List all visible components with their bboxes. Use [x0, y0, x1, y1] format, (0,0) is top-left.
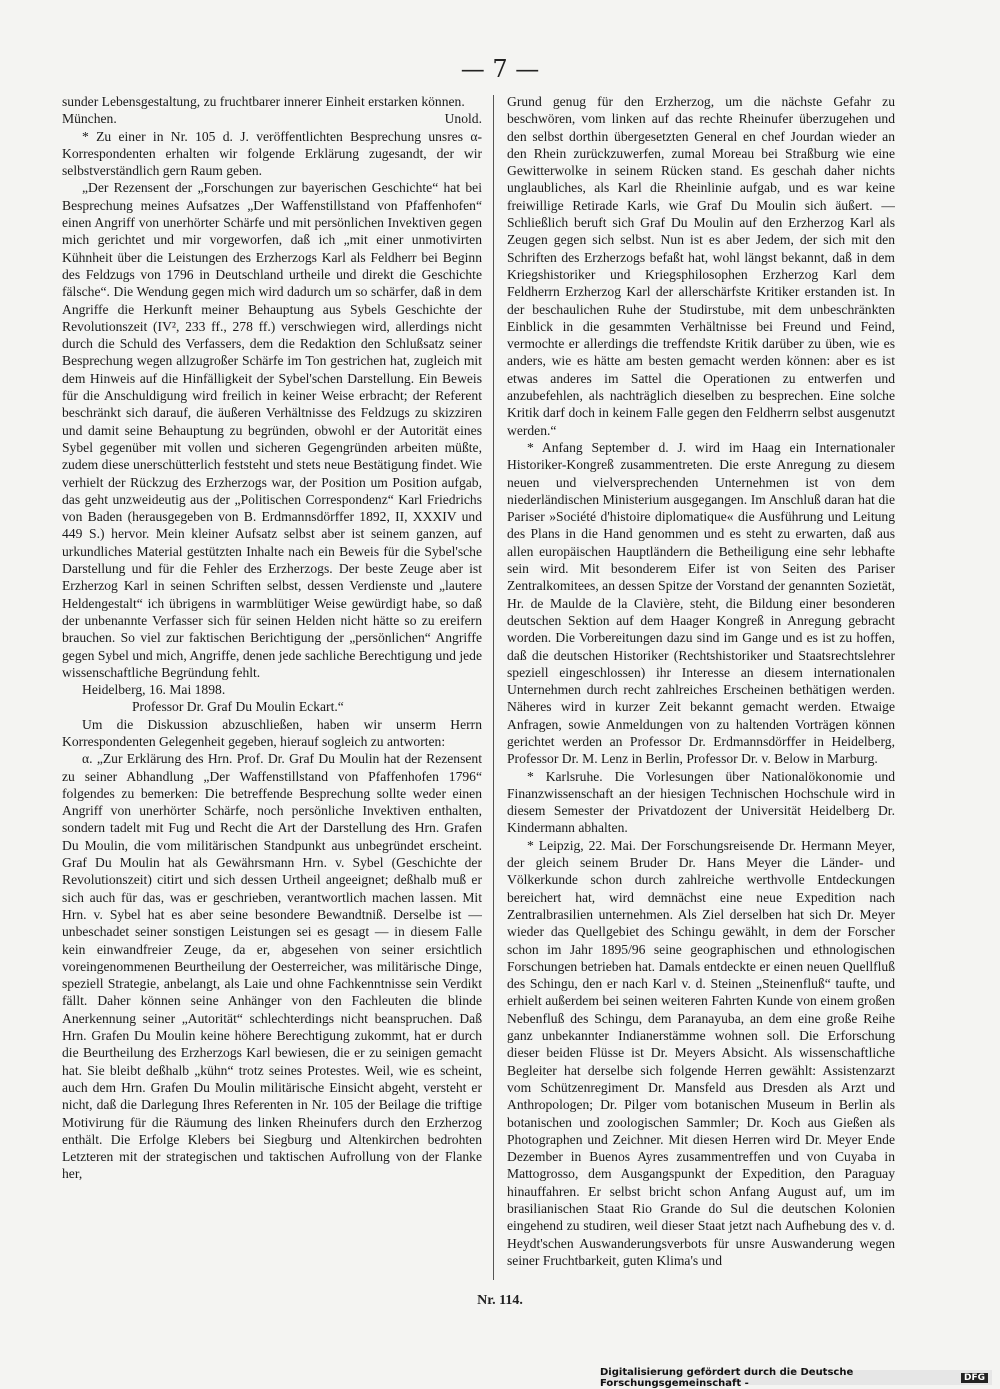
- paragraph: Grund genug für den Erzherzog, um die nächste Gefahr zu beschwören, vom linken auf das rechte Rheinufer überzugehen und den selbst dorthin übergesetzten General en chef Jourdan wieder an den Rhein zurückzuwerfen, zumal Moreau bei Straßburg wie eine Gewitterwolke in seinem Rücken stand. Es geschah daher nichts unglaubliches, als Karl die Rheinlinie aufgab, und es war keine freiwillige Retirade Karls, wie Graf Du Moulin sich äußert. — Schließlich beruft sich Graf Du Moulin auf den Erzherzog Karl als Zeugen gegen sich selbst. Nun ist es aber Jedem, der sich mit den Schriften des Erzherzogs befaßt hat, wohl längst bekannt, daß in dem Kriegshistoriker und Kriegsphilosophen Erzherzog Karl dem Feldherrn Erzherzog Karl der allerschärfste Kritiker erstanden ist. In der beschaulichen Ruhe der Studirstube, mit dem unbeschränkten Einblick in die gesammten Verhältnisse bei Freund und Feind, vermochte er allerdings die treffendste Kritik darüber zu üben, wie es anders, wie es hätte am besten gemacht werden können: aber es ist etwas anderes im Sattel die Operationen zu entwerfen und anzubefehlen, als nachträglich dieselben zu besprechen. Eine solche Kritik darf doch in keinem Falle gegen den Feldherrn selbst ausgenutzt werden.“: [507, 94, 895, 438]
- column-divider: [493, 95, 494, 1280]
- paragraph: α. „Zur Erklärung des Hrn. Prof. Dr. Graf Du Moulin hat der Rezensent zu seiner Abhandlung „Der Waffenstillstand von Pfaffenhofen 1796“ folgendes zu bemerken: Die betreffende Besprechung sollte weder einen Angriff von unerhörter Schärfe, noch persönliche Invektiven enthalten, sondern tadelt mit Fug und Recht die Art der Darstellung des Hrn. Grafen Du Moulin, die vom militärischen Standpunkt aus unbegründet erscheint. Graf Du Moulin hat als Gewährsmann Hrn. v. Sybel (Geschichte der Revolutionszeit) citirt und sich dessen Urtheil angeeignet; deßhalb muß er sich auch für das, was er geschrieben, verantwortlich machen lassen. Mit Hrn. v. Sybel hat es aber seine besondere Bewandtniß. Derselbe ist — unbeschadet seiner sonstigen Leistungen sei es gesagt — in diesem Falle kein einwandfreier Zeuge, da er, abgesehen von seiner ersichtlich voreingenommenen Beurtheilung der Oesterreicher, was militärische Dinge, speziell Strategie, anbelangt, als Laie und ohne Fachkenntnisse sein Verdikt fällt. Daher können seine Anhänger von den Fachleuten die blinde Anerkennung seiner „Autorität“ schlechterdings nicht beanspruchen. Daß Hrn. Grafen Du Moulin keine höhere Berechtigung zukommt, hat er durch die Beurtheilung des Erzherzogs Karl bewiesen, die er zu seinigen gemacht hat. Sie bleibt deßhalb „kühn“ trotz seines Protestes. Weil, wie es scheint, auch dem Hrn. Grafen Du Moulin militärische Einsicht abgeht, versteht er nicht, daß die Darlegung Ihres Referenten in Nr. 105 der Beilage die triftige Motivirung für die Räumung des linken Rheinufers durch den Erzherzog enthält. Die Erfolge Klebers bei Siegburg und Altenkirchen bedrohten Letzteren mit der strategischen und taktischen Aufrollung von der Flanke her,: [62, 751, 482, 1182]
- left-column: [62, 93, 482, 1283]
- paragraph: Um die Diskussion abzuschließen, haben wir unserm Herrn Korrespondenten Gelegenheit gegeben, hierauf sogleich zu antworten:: [62, 716, 482, 749]
- issue-number: Nr. 114.: [477, 1293, 523, 1308]
- sig2-line: Professor Dr. Graf Du Moulin Eckart.“: [132, 699, 344, 715]
- signature-name: Unold.: [444, 111, 482, 127]
- paragraph: * Karlsruhe. Die Vorlesungen über Nationalökonomie und Finanzwissenschaft an der hiesigen Technischen Hochschule wird in diesem Semester der Privatdozent der Universität Heidelberg Dr. Kindermann abhalten.: [507, 768, 895, 836]
- right-column: [507, 93, 895, 1283]
- dfg-logo-icon: DFG: [961, 1373, 988, 1383]
- dfg-banner: [600, 1366, 992, 1389]
- signature-place: München.: [62, 111, 117, 127]
- page-number: — 7 —: [460, 55, 540, 83]
- signature-line: [62, 110, 482, 127]
- paragraph: „Der Rezensent der „Forschungen zur bayerischen Geschichte“ hat bei Besprechung meines Aufsatzes „Der Waffenstillstand von Pfaffenhofen“ einen Angriff von unerhörter Schärfe und mit persönlichen Invektiven gegen mich gerichtet und mir vorgeworfen, daß ich „mit einer unmotivirten Kühnheit über die Leistungen des Erzherzogs Karl als Feldherr bei Beginn des Feldzugs von 1796 in Deutschland urtheile und direkt die Geschichte fälsche“. Die Wendung gegen mich wird dadurch um so schärfer, daß in dem Angriffe die Herkunft meiner Behauptung aus Sybels Geschichte der Revolutionszeit (IV², 233 ff., 278 ff.) verschwiegen wird, allerdings nicht durch die Schuld des Verfassers, dem die Redaktion den Schlußsatz seiner Besprechung wegen allzugroßer Schärfe im Ton gestrichen hat, zugleich mit dem Hinweis auf die Hinfälligkeit der Sybel'schen Darstellung. Ein Beweis für die Anschuldigung wird freilich in keiner Weise erbracht; der Referent beschränkt sich darauf, die äußeren Verhältnisse des Feldzugs zu skizziren und damit seine Behauptung zu begründen, obwohl er der Autorität eines Sybel gegenüber mit vollen und sicheren Gegengründen arbeiten müßte, zudem diese unerschütterlich feststeht und stets neue Bestätigung findet. Wie verhielt der Rückzug des Erzherzogs war, der Position um Position aufgab, das geht unzweideutig aus der „Politischen Correspondenz“ Karl Friedrichs von Baden (herausgegeben von B. Erdmannsdörffer 1892, II, XXXIV und 449 S.) hervor. Mein kleiner Aufsatz selbst aber ist seinem ganzen, auf urkundliches Material gestützten Inhalte nach ein Beweis für die Sybel'sche Darstellung und für die Fehler des Erzherzogs. Der beste Zeuge aber ist Erzherzog Karl in seinen Schriften selbst, dessen Verdienste und „lautere Heldengestalt“ ich übrigens in warmblütiger Weise gewürdigt habe, so daß der unbenannte Verfasser sich für seinen Helden nicht hätte so zu ereifern brauchen. So viel zur faktischen Berichtigung der „persönlichen“ Angriffe gegen Sybel und mich, Angriffe, denen jede sachliche Berechtigung und jede wissenschaftliche Begründung fehlt.: [62, 180, 482, 680]
- paragraph: * Zu einer in Nr. 105 d. J. veröffentlichten Besprechung unsres α-Korrespondenten erhalten wir folgende Erklärung zugesandt, der wir selbstverständlich gern Raum geben.: [62, 128, 482, 179]
- paragraph: * Anfang September d. J. wird im Haag ein Internationaler Historiker-Kongreß zusammentreten. Die erste Anregung zu diesem neuen und vielversprechenden Unternehmen ist von dem niederländischen Ministerium ausgegangen. Im Anschluß daran hat die Pariser »Société d'histoire diplomatique« die Ausführung und Leitung des Plans in die Hand genommen und es steht zu erwarten, daß aus allen europäischen Hauptländern die Betheiligung eine sehr lebhafte sein wird. Mit besonderem Eifer ist von Seiten des Pariser Zentralkomitees, an dessen Spitze der Vorstand der genannten Sozietät, Hr. de Maulde de la Clavière, steht, die Bildung einer besonderen deutschen Sektion auf dem Haager Kongreß in Anregung gebracht worden. Die Vorbereitungen dazu sind im Gange und es ist zu hoffen, daß die deutschen Historiker (Rechtshistoriker und Staatsrechtslehrer speziell eingeschlossen) ihr Interesse an diesem internationalen Unternehmen durch recht zahlreiches Erscheinen bethätigen werden. Näheres wird in kurzer Zeit bekannt gemacht werden. Etwaige Anfragen, sowie Anmeldungen von zu haltenden Vorträgen können gerichtet werden an Professor Dr. Erdmannsdörffer in Heidelberg, Professor Dr. M. Lenz in Berlin, Professor Dr. v. Below in Marburg.: [507, 439, 895, 767]
- banner-text: Digitalisierung gefördert durch die Deutsche Forschungsgemeinschaft -: [600, 1366, 854, 1389]
- date-line: Heidelberg, 16. Mai 1898.: [82, 682, 226, 698]
- paragraph: * Leipzig, 22. Mai. Der Forschungsreisende Dr. Hermann Meyer, der gleich seinem Bruder Dr. Hans Meyer die Länder- und Völkerkunde schon durch zahlreiche werthvolle Entdeckungen bereichert hat, wird demnächst eine neue Expedition nach Zentralbrasilien unternehmen. Als Ziel derselben hat sich Dr. Meyer wieder das Quellgebiet des Schingu gewählt, in dem der Forscher schon im Jahr 1895/96 seine geographischen und ethnologischen Forschungen betrieben hat. Damals entdeckte er einen neuen Quellfluß des Schingu, den er nach Karl v. d. Steinen „Steinenfluß“ taufte, und erhielt außerdem bei seinen weiteren Fahrten Kunde von einem großen Nebenfluß des Schingu, dem Paranayuba, an dem eine große Reihe ganz unbekannter Indianerstämme wohnen soll. Die Erforschung dieser beiden Flüsse ist Dr. Meyers Absicht. Als wissenschaftliche Begleiter hat derselbe sich folgende Herren gewählt: Assistenzarzt vom Schützenregiment Dr. Mansfeld aus Dresden als Arzt und Anthropologen; Dr. Pilger vom botanischen Museum in Berlin als botanischen und zoologischen Sammler; Dr. Koch aus Gießen als Photographen und Zeichner. Mit diesen Herren wird Dr. Meyer Ende Dezember in Buenos Ayres zusammentreffen und von Cuyaba in Mattogrosso, dem Ausgangspunkt der Expedition, den Paraguay hinauffahren. Er selbst bricht schon Anfang August auf, um im brasilianischen Staat Rio Grande do Sul die deutschen Kolonien eingehend zu studiren, weil dieser Staat jetzt nach Aufhebung des v. d. Heydt'schen Auswanderungsverbots für unsre Auswanderung wegen seiner Fruchtbarkeit, guten Klima's und: [507, 837, 895, 1268]
- paragraph: sunder Lebensgestaltung, zu fruchtbarer innerer Einheit erstarken können.: [62, 94, 465, 109]
